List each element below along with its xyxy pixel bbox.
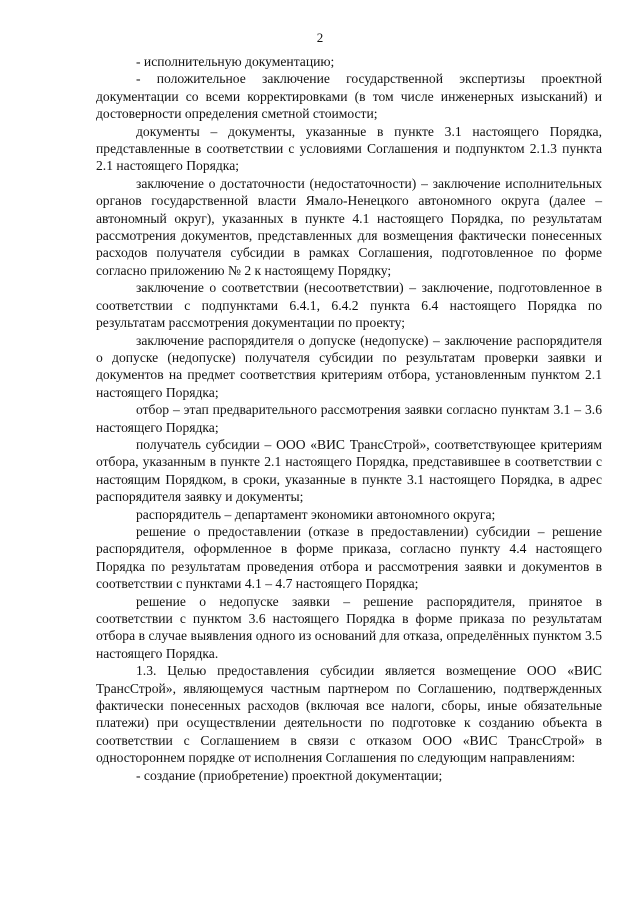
page-number: 2 [316,30,324,45]
paragraph-section-1-3-purpose: 1.3. Целью предоставления субсидии является возмещение ООО «ВИС ТрансСтрой», являющемуся частным партнером по Соглашению, подтвержденных фактически понесенных расходов (включая все налоги, сборы, иные обязательные платежи) при осуществлении деятельности по подготовке к созданию объекта в соответствии с Соглашением в связи с отказом ООО «ВИС ТрансСтрой» в одностороннем порядке от исполнения Соглашения по следующим направлениям: [96,663,602,766]
paragraph-definition-selection: отбор – этап предварительного рассмотрения заявки согласно пунктам 3.1 – 3.6 настоящего Порядка; [96,402,602,435]
paragraph-definition-recipient: получатель субсидии – ООО «ВИС ТрансСтрой», соответствующее критериям отбора, указанным в пункте 2.1 настоящего Порядка, представившее в соответствии с настоящим Порядком, в сроки, указанные в пункте 3.1 настоящего Порядка, в адрес распорядителя заявку и документы; [96,436,602,505]
paragraph-definition-rejection-decision: решение о недопуске заявки – решение распорядителя, принятое в соответствии с пунктом 3.6 настоящего Порядка в форме приказа по результатам отбора в случае выявления одного из оснований для отказа, определённых пунктом 3.5 настоящего Порядка. [96,593,602,661]
paragraph-definition-admission-conclusion: заключение распорядителя о допуске (недопуске) – заключение распорядителя о допуске (недопуске) получателя субсидии по результатам проверки заявки и документов на предмет соответствия критериям отбора, установленным пунктом 2.1 настоящего Порядка; [96,332,602,400]
paragraph-definition-documents: документы – документы, указанные в пункте 3.1 настоящего Порядка, представленные в соответствии с условиями Соглашения и подпунктом 2.1.3 пункта 2.1 настоящего Порядка; [96,123,602,174]
paragraph-definition-grant-decision: решение о предоставлении (отказе в предоставлении) субсидии – решение распорядителя, оформленное в форме приказа, согласно пункту 4.4 настоящего Порядка по результатам проведения отбора и рассмотрения заявки и документов в соответствии с пунктами 4.1 – 4.7 настоящего Порядка; [96,523,602,592]
paragraph-definition-sufficiency-conclusion: заключение о достаточности (недостаточности) – заключение исполнительных органов государственной власти Ямало-Ненецкого автономного округа (далее – автономный округ), указанных в пункте 4.1 настоящего Порядка, по результатам рассмотрения документов, представленных для возмещения фактически понесенных расходов получателя субсидии в рамках Соглашения, подготовленное по форме согласно приложению № 2 к настоящему Порядку; [96,175,602,278]
paragraph-design-documentation-item: - создание (приобретение) проектной документации; [136,767,443,783]
paragraph-definition-administrator: распорядитель – департамент экономики автономного округа; [136,506,496,522]
paragraph-expert-conclusion: - положительное заключение государственной экспертизы проектной документации со всеми корректировками (в том числе инженерных изысканий) и достоверности определения сметной стоимости; [96,71,602,122]
document-body [96,53,602,784]
paragraph-definition-compliance-conclusion: заключение о соответствии (несоответствии) – заключение, подготовленное в соответствии с подпунктами 6.4.1, 6.4.2 пункта 6.4 настоящего Порядка по результатам рассмотрения документации по проекту; [96,280,602,331]
paragraph-executive-documentation: - исполнительную документацию; [136,54,335,69]
